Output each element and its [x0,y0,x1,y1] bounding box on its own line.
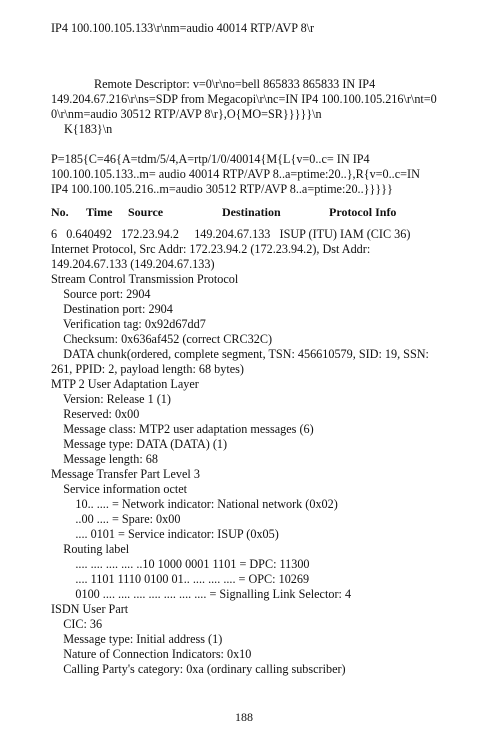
decode-line: Message class: MTP2 user adaptation messages (6) [51,422,314,436]
decode-line: Destination port: 2904 [51,302,173,316]
remote-descriptor-line: 0\r\nm=audio 30512 RTP/AVP 8\r},O{MO=SR}}}}}\n [51,107,322,121]
decode-line: CIC: 36 [51,617,103,631]
decode-line: 261, PPID: 2, payload length: 68 bytes) [51,362,244,376]
decode-line: Message length: 68 [51,452,158,466]
column-header-time: Time [86,205,113,219]
p-block-line: P=185{C=46{A=tdm/5/4,A=rtp/1/0/40014{M{L{v=0..c= IN IP4 [51,152,370,166]
decode-line: Stream Control Transmission Protocol [51,272,239,286]
decode-line: Reserved: 0x00 [51,407,140,421]
decode-line: .... 0101 = Service indicator: ISUP (0x05) [51,527,279,541]
column-header-destination: Destination [222,205,281,219]
decode-line: MTP 2 User Adaptation Layer [51,377,199,391]
column-header-no: No. [51,205,69,219]
decode-line: Message type: DATA (DATA) (1) [51,437,228,451]
column-header-protocol-info: Protocol Info [329,205,397,219]
remote-descriptor-line: 149.204.67.216\r\ns=SDP from Megacopi\r\nc=IN IP4 100.100.105.216\r\nt=0 [51,92,437,106]
sdp-line: IP4 100.100.105.133\r\nm=audio 40014 RTP/AVP 8\r [51,21,315,35]
decode-line: Nature of Connection Indicators: 0x10 [51,647,252,661]
p-block-line: IP4 100.100.105.216..m=audio 30512 RTP/AVP 8..a=ptime:20..}}}}} [51,182,393,196]
decode-line: Version: Release 1 (1) [51,392,171,406]
page-number: 188 [235,710,253,724]
decode-line: Message type: Initial address (1) [51,632,223,646]
decode-line: Message Transfer Part Level 3 [51,467,200,481]
decode-line: ISDN User Part [51,602,129,616]
decode-line: Internet Protocol, Src Addr: 172.23.94.2 (172.23.94.2), Dst Addr: [51,242,371,256]
remote-descriptor-line: K{183}\n [64,122,113,136]
decode-line: Service information octet [51,482,188,496]
decode-line: .... 1101 1110 0100 01.. .... .... .... = OPC: 10269 [51,572,310,586]
decode-line: 10.. .... = Network indicator: National network (0x02) [51,497,338,511]
decode-line: 0100 .... .... .... .... .... .... .... = Signalling Link Selector: 4 [51,587,352,601]
decode-line: Routing label [51,542,130,556]
decode-line: ..00 .... = Spare: 0x00 [51,512,181,526]
decode-line: .... .... .... .... ..10 1000 0001 1101 = DPC: 11300 [51,557,310,571]
decode-line: Verification tag: 0x92d67dd7 [51,317,206,331]
p-block-line: 100.100.105.133..m= audio 40014 RTP/AVP 8..a=ptime:20..},R{v=0..c=IN [51,167,420,181]
remote-descriptor-line: Remote Descriptor: v=0\r\no=bell 865833 865833 IN IP4 [94,77,376,91]
packet-summary-line: 6 0.640492 172.23.94.2 149.204.67.133 ISUP (ITU) IAM (CIC 36) [51,227,411,241]
decode-line: DATA chunk(ordered, complete segment, TSN: 456610579, SID: 19, SSN: [51,347,429,361]
decode-line: Calling Party's category: 0xa (ordinary calling subscriber) [51,662,346,676]
decode-line: 149.204.67.133 (149.204.67.133) [51,257,215,271]
decode-line: Source port: 2904 [51,287,151,301]
column-header-source: Source [128,205,164,219]
decode-line: Checksum: 0x636af452 (correct CRC32C) [51,332,273,346]
